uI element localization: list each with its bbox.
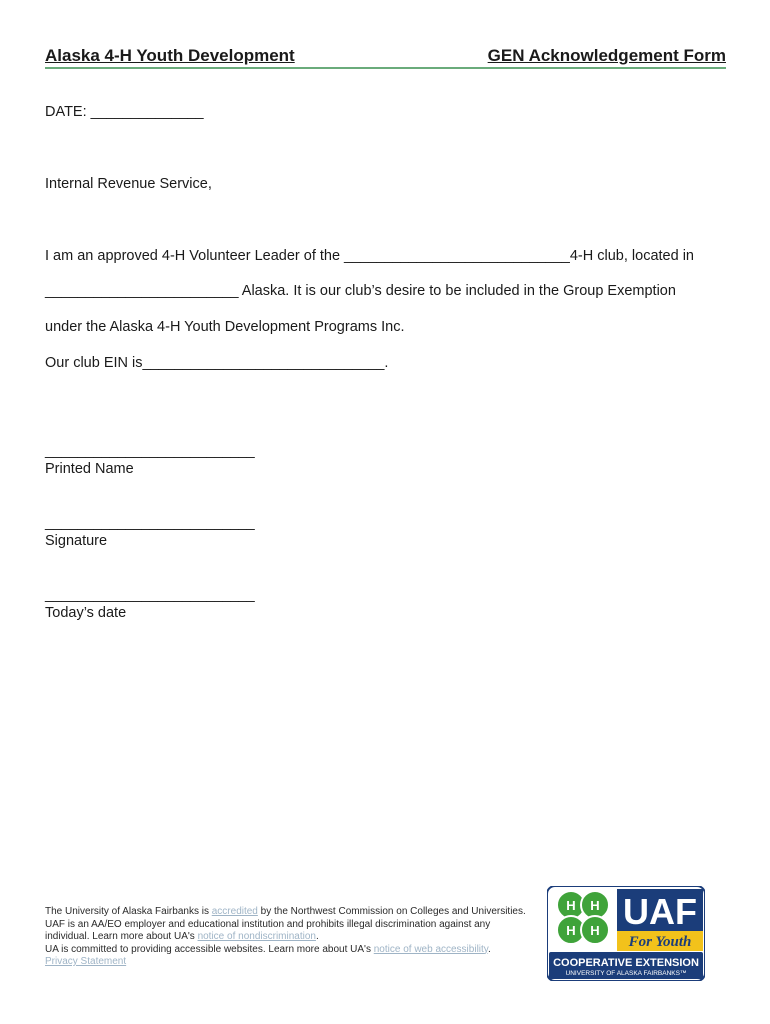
privacy-statement-link[interactable]: Privacy Statement: [45, 956, 127, 967]
signature-line[interactable]: __________________________: [45, 515, 255, 531]
printed-name-line[interactable]: __________________________: [45, 443, 255, 459]
paragraph-line-2: ________________________ Alaska. It is our club’s desire to be included in the Group Exemption: [45, 283, 676, 299]
signature-label: Signature: [45, 533, 108, 549]
footer-text-4a: UA is committed to providing accessible websites. Learn more about UA's: [45, 943, 374, 955]
logo-ext-title: COOPERATIVE EXTENSION: [553, 957, 699, 969]
footer-text-1b: by the Northwest Commission on Colleges and Universities.: [257, 906, 526, 917]
logo-uaf: UAF: [623, 891, 697, 932]
footer-text-3a: individual. Learn more about UA's: [45, 931, 198, 942]
uaf-4h-logo: [547, 886, 705, 981]
header-form-title: GEN Acknowledgement Form: [487, 46, 726, 65]
footer-text-1a: The University of Alaska Fairbanks is: [45, 906, 212, 917]
web-accessibility-link[interactable]: notice of web accessibility: [373, 943, 489, 955]
logo-ext-sub: UNIVERSITY OF ALASKA FAIRBANKS™: [565, 970, 687, 977]
svg-text:H: H: [590, 898, 600, 913]
footer-disclaimer: [45, 906, 545, 969]
salutation: Internal Revenue Service,: [45, 176, 212, 192]
uaf-4h-logo-graphic: [547, 886, 705, 981]
logo-tagline: For Youth: [628, 934, 692, 950]
ein-field[interactable]: Our club EIN is______________________________.: [45, 355, 389, 371]
paragraph-line-1: I am an approved 4-H Volunteer Leader of the ____________________________4-H club, located in: [45, 248, 694, 264]
printed-name-label: Printed Name: [45, 461, 134, 477]
todays-date-label: Today’s date: [45, 605, 127, 621]
svg-text:H: H: [590, 923, 600, 938]
nondiscrimination-link[interactable]: notice of nondiscrimination: [197, 931, 316, 942]
todays-date-line[interactable]: __________________________: [45, 587, 255, 603]
paragraph-line-3: under the Alaska 4-H Youth Development Programs Inc.: [45, 319, 405, 335]
accredited-link[interactable]: accredited: [211, 906, 258, 917]
footer-text-4b: .: [488, 943, 491, 955]
header-rule: [45, 67, 726, 69]
svg-text:H: H: [566, 923, 576, 938]
date-field[interactable]: DATE: ______________: [45, 104, 204, 120]
header-org-title: Alaska 4-H Youth Development: [45, 46, 295, 65]
footer-text-2: UAF is an AA/EO employer and educational institution and prohibits illegal discrimination against any: [45, 918, 491, 930]
page-header: [45, 46, 726, 70]
footer-text-3b: .: [315, 931, 319, 942]
svg-text:H: H: [566, 898, 576, 913]
